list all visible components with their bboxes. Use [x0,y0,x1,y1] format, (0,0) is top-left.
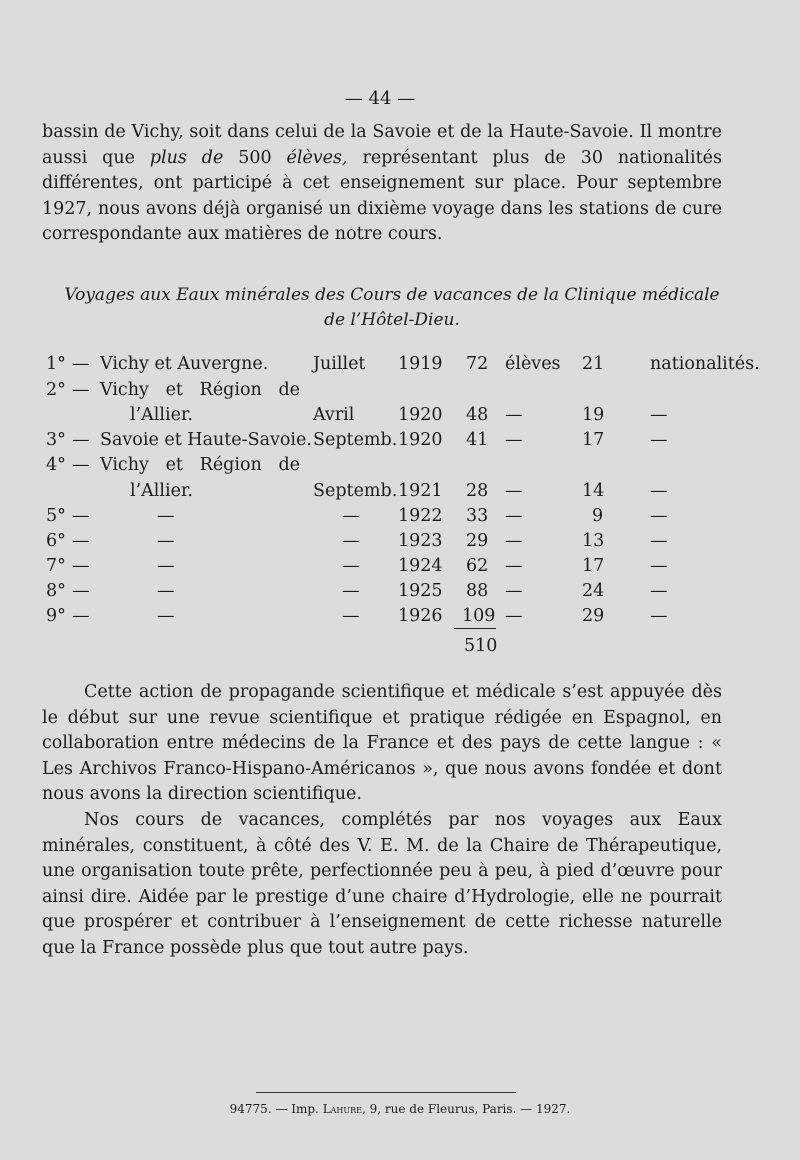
footer-text: , 9, rue de Fleurus, Paris. — 1927. [362,1102,571,1116]
cell-sep2: — [650,556,668,576]
cell-dest: — [157,506,175,526]
cell-nat: 14 [582,481,605,501]
cell-sep1: — [505,430,523,450]
cell-year: 1924 [398,556,443,576]
cell-dash: — [72,606,90,626]
cell-dest: l’Allier. [130,481,193,501]
cell-students: 41 [466,430,489,450]
cell-sep2: nationalités. [650,354,760,374]
table-row [0,354,800,380]
cell-year: 1925 [398,581,443,601]
cell-month: Septemb. [313,481,398,501]
cell-dest: — [157,581,175,601]
cell-sep1: — [505,405,523,425]
paragraph-revue: Cette action de propagande scientifique et médicale s’est appuyée dès le début sur une revue scientifique et pratique rédigée en Espagnol, en collaboration entre médecins de la France et des pays de cette langue : « Les Archivos Franco-Hispano-Américanos », que nous avons fondée et dont nous avons la direction scientifique. [42,682,722,804]
cell-month: Septemb. [313,430,398,450]
cell-dest: Vichy et Région de [100,380,301,400]
cell-dash: — [72,531,90,551]
cell-dest: — [157,606,175,626]
cell-nat: 17 [582,430,605,450]
cell-nat: 13 [582,531,605,551]
cell-dash: — [72,506,90,526]
cell-nat: 24 [582,581,605,601]
total-rule [454,628,496,629]
para-emphasis: élèves, [286,147,348,168]
cell-sep2: — [650,405,668,425]
cell-students: 88 [466,581,489,601]
table-row [0,380,800,406]
cell-year: 1920 [398,430,443,450]
para-text: bassin de Vichy, soit dans celui de la Savoie et de la Haute-Savoie. Il montre aussi que [42,122,722,168]
cell-sep2: — [650,581,668,601]
cell-month: — [342,556,360,576]
cell-sep1: — [505,506,523,526]
para-emphasis: plus de [149,147,224,168]
cell-num: 4° [46,455,66,475]
cell-students: 72 [466,354,489,374]
cell-sep1: — [505,581,523,601]
table-row [0,531,800,557]
cell-dash: — [72,455,90,475]
cell-dest: — [157,531,175,551]
cell-num: 9° [46,606,66,626]
page-number: — 44 — [344,88,416,109]
cell-dash: — [72,556,90,576]
paragraph-intro [42,120,722,248]
cell-nat: 21 [582,354,605,374]
cell-students: 48 [466,405,489,425]
table-row [0,405,800,431]
cell-sep2: — [650,531,668,551]
cell-dest: Savoie et Haute-Savoie. [100,430,312,450]
table-row [0,455,800,481]
caption-line: Voyages aux Eaux minérales des Cours de vacances de la Clinique médicale [64,285,720,305]
cell-students: 33 [466,506,489,526]
cell-dest: Vichy et Région de [100,455,301,475]
cell-sep1: — [505,481,523,501]
cell-num: 5° [46,506,66,526]
table-row [0,430,800,456]
cell-year: 1926 [398,606,443,626]
cell-month: — [342,506,360,526]
cell-students: 62 [466,556,489,576]
table-row [0,481,800,507]
cell-dest: l’Allier. [130,405,193,425]
cell-year: 1920 [398,405,443,425]
table-row [0,506,800,532]
cell-sep1: — [505,556,523,576]
cell-num: 1° [46,354,66,374]
cell-students: 29 [466,531,489,551]
cell-month: — [342,606,360,626]
cell-dash: — [72,430,90,450]
cell-dest: — [157,556,175,576]
cell-month: Juillet [313,354,366,374]
cell-month: — [342,531,360,551]
cell-year: 1921 [398,481,443,501]
cell-sep1: — [505,606,523,626]
cell-num: 7° [46,556,66,576]
cell-dash: — [72,581,90,601]
table-row [0,606,800,632]
para-text: représentant plus de 30 nationalités différentes, ont participé à cet enseignement sur place. Pour septembre 1927, nous avons déjà organisé un dixième voyage dans les stations de cure correspondante aux matières de notre cours. [42,147,722,244]
table-row [0,581,800,607]
para-text: 500 [223,147,287,168]
printer-footer [0,1102,800,1116]
cell-sep2: — [650,606,668,626]
cell-students: 109 [462,606,496,626]
cell-num: 3° [46,430,66,450]
paragraph-cours: Nos cours de vacances, complétés par nos voyages aux Eaux minérales, constituent, à côté des V. E. M. de la Chaire de Thérapeutique, une organisation toute prête, perfectionnée peu à peu, à pied d’œuvre pour ainsi dire. Aidée par le prestige d’une chaire d’Hydrologie, elle ne pourrait que prospérer et contribuer à l’enseignement de cette richesse naturelle que la France possède plus que tout autre pays. [42,810,722,958]
cell-year: 1919 [398,354,443,374]
table-caption [42,283,742,333]
footer-text: 94775. — Imp. [229,1102,323,1116]
table-row [0,556,800,582]
cell-dest: Vichy et Auvergne. [100,354,269,374]
cell-sep2: — [650,481,668,501]
cell-sep1: — [505,531,523,551]
cell-year: 1922 [398,506,443,526]
cell-year: 1923 [398,531,443,551]
footer-rule [256,1092,516,1093]
cell-num: 6° [46,531,66,551]
caption-line: de l’Hôtel-Dieu. [324,310,460,330]
cell-sep2: — [650,430,668,450]
table-total: 510 [464,636,498,656]
cell-num: 2° [46,380,66,400]
cell-dash: — [72,354,90,374]
cell-sep1: élèves [505,354,561,374]
footer-printer: Lahure [322,1102,363,1116]
cell-nat: 17 [582,556,605,576]
cell-students: 28 [466,481,489,501]
cell-dash: — [72,380,90,400]
cell-nat: 9 [592,506,604,526]
cell-num: 8° [46,581,66,601]
cell-month: — [342,581,360,601]
cell-nat: 19 [582,405,605,425]
cell-nat: 29 [582,606,605,626]
cell-sep2: — [650,506,668,526]
cell-month: Avril [313,405,355,425]
